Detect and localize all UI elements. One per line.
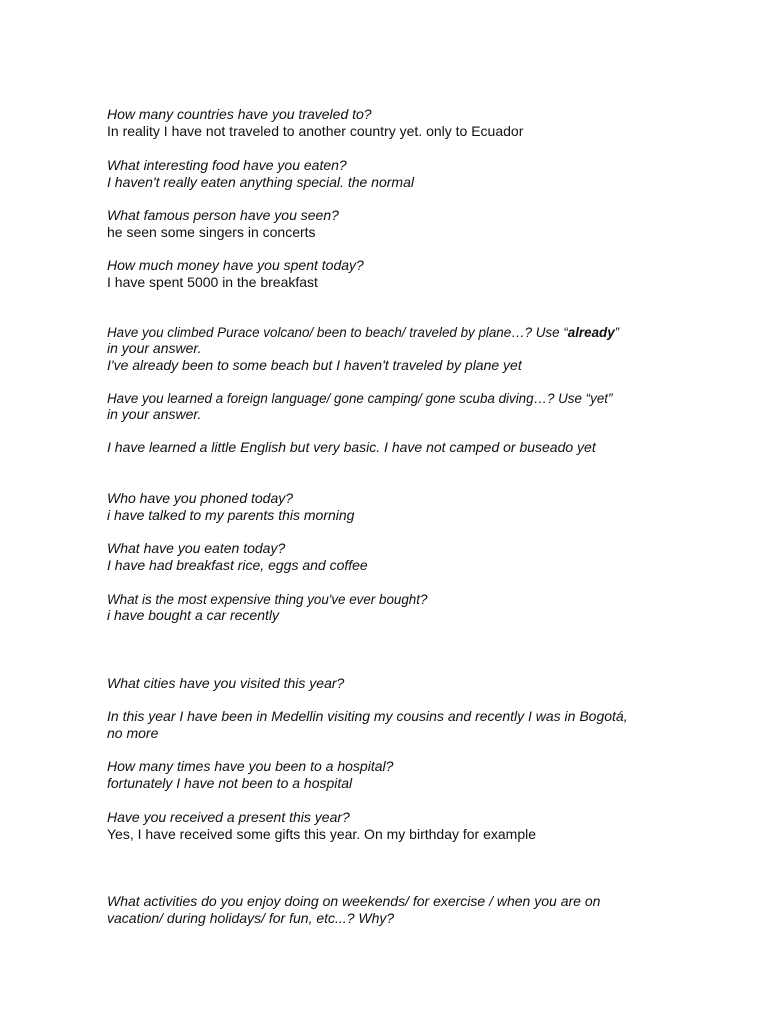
answer-food: I haven't really eaten anything special. the normal: [107, 174, 414, 190]
prompt-yet-line1: Have you learned a foreign language/ gone camping/ gone scuba diving…? Use “yet”: [107, 391, 613, 406]
question-money: How much money have you spent today?: [107, 257, 364, 273]
answer-yet: I have learned a little English but very basic. I have not camped or buseado yet: [107, 439, 596, 455]
prompt-already-line2: in your answer.: [107, 340, 202, 356]
question-expensive: What is the most expensive thing you've ever bought?: [107, 592, 428, 607]
prompt-already-line1: [107, 324, 619, 341]
answer-already: I've already been to some beach but I haven't traveled by plane yet: [107, 357, 522, 373]
answer-expensive: i have bought a car recently: [107, 607, 279, 623]
answer-countries: In reality I have not traveled to another country yet. only to Ecuador: [107, 123, 524, 139]
answer-phoned: i have talked to my parents this morning: [107, 507, 355, 523]
answer-hospital: fortunately I have not been to a hospital: [107, 775, 353, 791]
question-eaten-today: What have you eaten today?: [107, 540, 286, 556]
question-cities: What cities have you visited this year?: [107, 675, 345, 691]
question-activities-line1: What activities do you enjoy doing on weekends/ for exercise / when you are on: [107, 893, 601, 909]
prompt-yet-line2: in your answer.: [107, 406, 202, 422]
answer-eaten-today: I have had breakfast rice, eggs and coffee: [107, 557, 368, 573]
answer-cities-line2: no more: [107, 725, 159, 741]
prompt-already-text: Have you climbed Purace volcano/ been to beach/ traveled by plane…? Use “: [107, 325, 568, 340]
answer-cities-line1: In this year I have been in Medellin visiting my cousins and recently I was in Bogotá,: [107, 708, 628, 724]
prompt-already-close-quote: ”: [614, 325, 620, 340]
question-activities-line2: vacation/ during holidays/ for fun, etc...? Why?: [107, 910, 395, 926]
answer-famous-person: he seen some singers in concerts: [107, 224, 316, 240]
answer-present: Yes, I have received some gifts this year. On my birthday for example: [107, 826, 537, 842]
question-phoned: Who have you phoned today?: [107, 490, 294, 506]
question-countries: How many countries have you traveled to?: [107, 106, 372, 122]
keyword-already: already: [567, 325, 615, 340]
question-famous-person: What famous person have you seen?: [107, 207, 339, 223]
question-hospital: How many times have you been to a hospital?: [107, 758, 394, 774]
question-food: What interesting food have you eaten?: [107, 157, 347, 173]
question-present: Have you received a present this year?: [107, 809, 350, 825]
answer-money: I have spent 5000 in the breakfast: [107, 274, 318, 290]
